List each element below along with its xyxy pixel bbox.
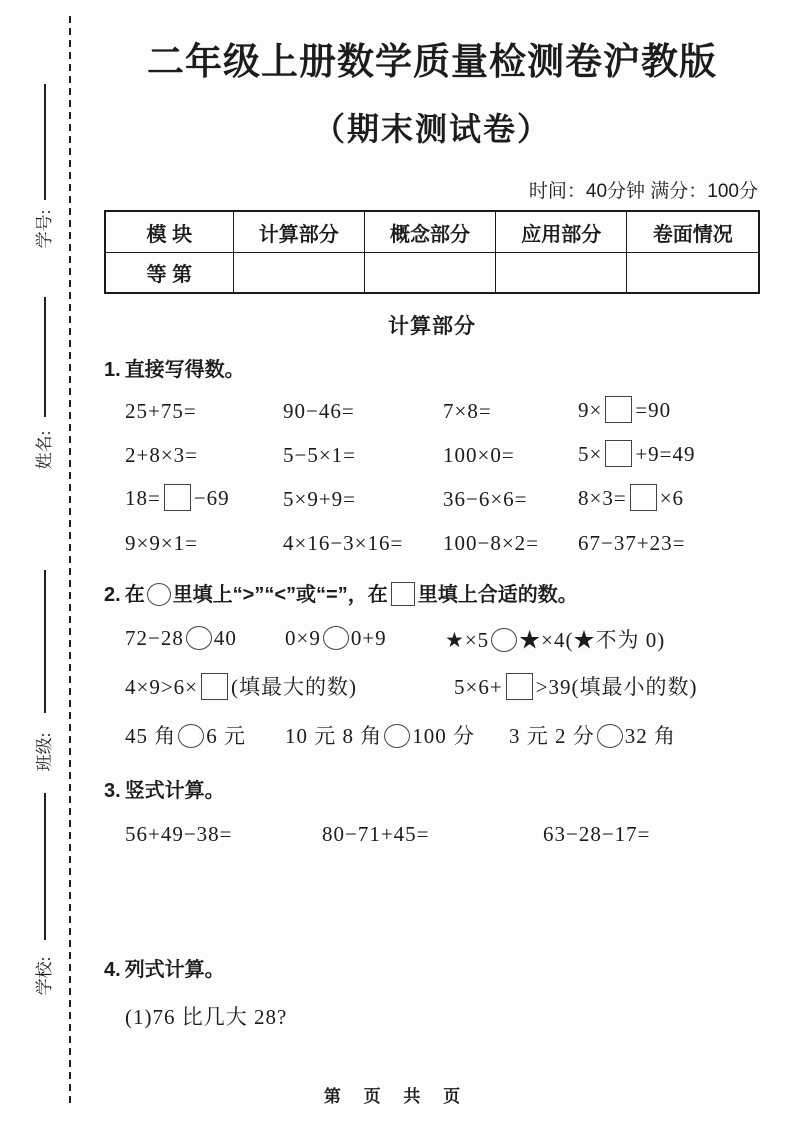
section-title: 计算部分 xyxy=(388,315,476,339)
score-header-presentation: 卷面情况 xyxy=(627,211,759,252)
question-4-title: 列式计算。 xyxy=(124,959,225,982)
page-footer: 第 页 共 页 xyxy=(323,1087,470,1106)
math-expression: 9× =90 xyxy=(578,397,672,422)
school-label: 学校: xyxy=(35,956,54,996)
class-label: 班级: xyxy=(35,732,54,772)
question-2-heading xyxy=(104,578,760,612)
comparison-circle xyxy=(147,583,171,606)
math-expression: 5×9+9= xyxy=(283,486,357,511)
math-expression: 7×8= xyxy=(443,398,492,423)
score-header-application: 应用部分 xyxy=(496,211,627,252)
comparison-circle xyxy=(384,724,410,748)
question-1-heading xyxy=(104,353,760,387)
math-expression: 5−5×1= xyxy=(283,442,357,467)
math-expression: 63−28−17= xyxy=(543,821,651,846)
class-line xyxy=(44,570,46,713)
student-name-line xyxy=(44,297,46,417)
math-expression: 18= −69 xyxy=(125,485,230,510)
school-line xyxy=(44,793,46,940)
question-3-number: 3. xyxy=(104,780,121,803)
math-expression: 5×6+ >39(填最小的数) xyxy=(454,674,698,699)
math-expression: 2+8×3= xyxy=(125,442,199,467)
question-3-heading xyxy=(104,774,760,808)
grade-cell xyxy=(364,252,495,293)
math-expression: 100−8×2= xyxy=(443,530,540,555)
question-4-heading xyxy=(104,953,760,987)
score-table xyxy=(104,210,760,294)
student-number-line xyxy=(44,84,46,200)
question-2-row-1 xyxy=(104,620,760,658)
math-expression: 5× +9=49 xyxy=(578,441,696,466)
student-name-label: 姓名: xyxy=(35,430,54,470)
math-expression: 9×9×1= xyxy=(125,530,199,555)
comparison-circle xyxy=(178,724,204,748)
work-area xyxy=(104,854,760,940)
grade-cell xyxy=(496,252,627,293)
math-expression: 36−6×6= xyxy=(443,486,528,511)
score-header-calculation: 计算部分 xyxy=(233,211,364,252)
math-expression: 72−28 40 xyxy=(125,626,237,651)
math-expression: 10 元 8 角 100 分 xyxy=(285,724,475,749)
question-4-number: 4. xyxy=(104,959,121,982)
question-2-row-2 xyxy=(104,664,760,708)
math-expression: 90−46= xyxy=(283,398,355,423)
answer-box xyxy=(201,673,228,700)
grade-cell xyxy=(233,252,364,293)
math-expression: 3 元 2 分 32 角 xyxy=(509,724,676,749)
question-3-title: 竖式计算。 xyxy=(124,780,225,803)
math-expression: 80−71+45= xyxy=(322,821,430,846)
answer-box xyxy=(391,582,415,606)
paper-title: 二年级上册数学质量检测卷沪教版 xyxy=(147,41,717,82)
paper-subtitle: （期末测试卷） xyxy=(312,111,551,148)
math-expression: 56+49−38= xyxy=(125,821,233,846)
score-header-concept: 概念部分 xyxy=(364,211,495,252)
math-expression: 4×16−3×16= xyxy=(283,530,404,555)
question-2-number: 2. xyxy=(104,584,121,607)
math-expression: 67−37+23= xyxy=(578,530,686,555)
grade-row-label: 等 第 xyxy=(105,252,233,293)
score-table-grade-row xyxy=(105,252,759,293)
question-1-title: 直接写得数。 xyxy=(124,359,245,382)
score-table-header-row xyxy=(105,211,759,252)
comparison-circle xyxy=(186,626,212,650)
question-1-number: 1. xyxy=(104,359,121,382)
answer-box xyxy=(630,484,657,511)
comparison-circle xyxy=(597,724,623,748)
math-expression: 4×9>6× (填最大的数) xyxy=(125,674,358,699)
paper-content xyxy=(104,40,760,1031)
math-expression: 25+75= xyxy=(125,398,197,423)
answer-box xyxy=(506,673,533,700)
math-expression: 8×3= ×6 xyxy=(578,485,685,510)
comparison-circle xyxy=(491,628,517,652)
question-2-title: 在 里填上“>”“<”或“=”，在 里填上合适的数。 xyxy=(125,584,578,606)
math-expression: 100×0= xyxy=(443,442,515,467)
student-number-label: 学号: xyxy=(35,209,54,249)
answer-box xyxy=(605,440,632,467)
comparison-circle xyxy=(323,626,349,650)
grade-cell xyxy=(627,252,759,293)
math-expression: 0×9 0+9 xyxy=(285,626,387,651)
answer-box xyxy=(164,484,191,511)
math-expression: ★×5 ★×4(★不为 0) xyxy=(445,628,666,653)
score-header-module: 模 块 xyxy=(105,211,233,252)
time-score-meta: 时间：40分钟 满分：100分 xyxy=(528,181,758,203)
question-2-row-3 xyxy=(104,716,760,754)
question-3-problems xyxy=(104,814,760,854)
answer-box xyxy=(605,396,632,423)
math-expression: 45 角 6 元 xyxy=(125,724,246,749)
binding-dashed-line xyxy=(69,16,71,1108)
question-1-problems xyxy=(104,389,760,565)
question-4-item-1: (1)76 比几大 28? xyxy=(125,1005,288,1030)
